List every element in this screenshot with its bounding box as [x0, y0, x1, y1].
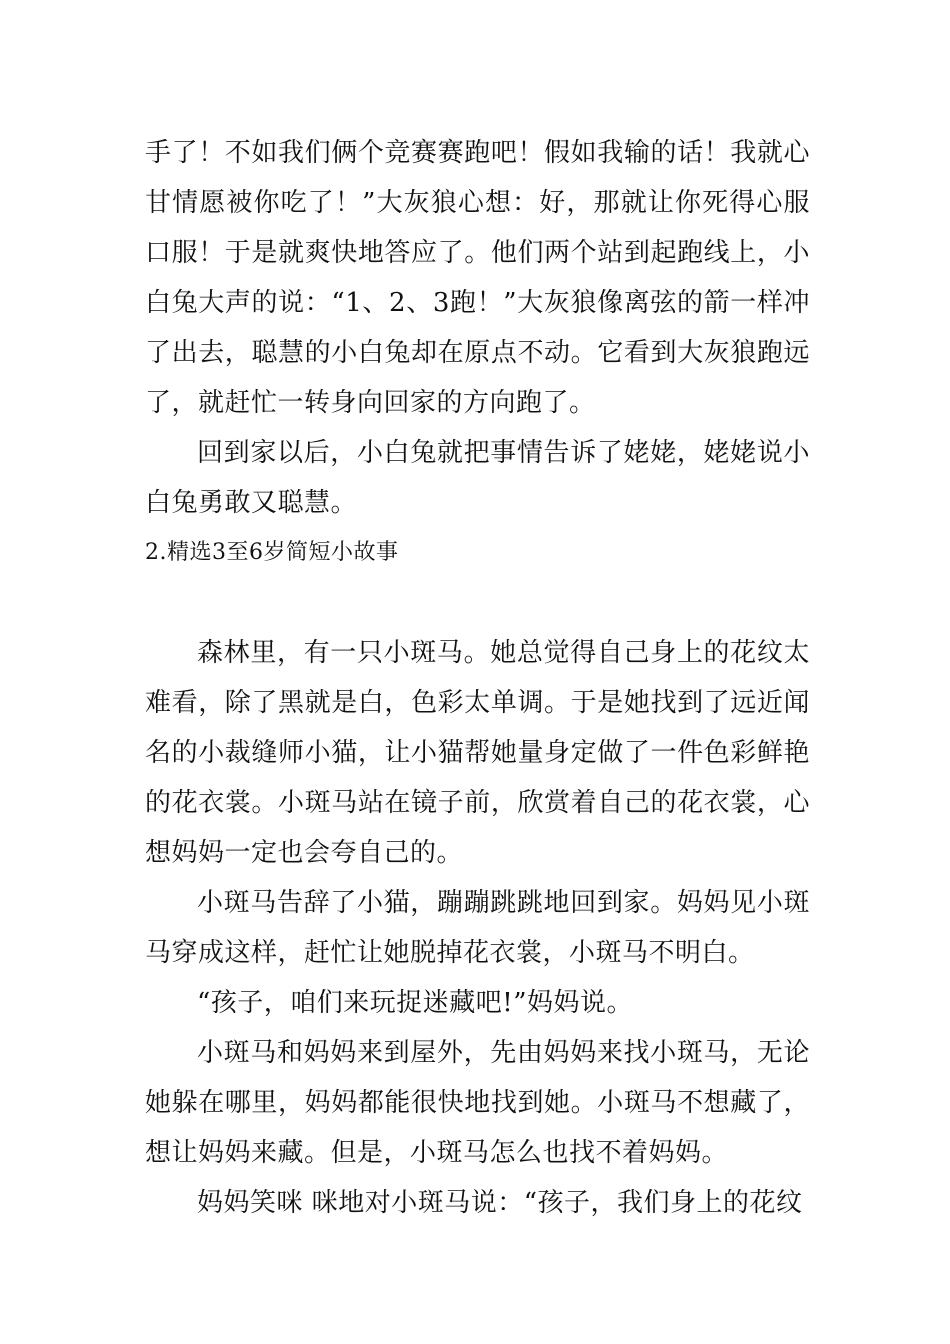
story-dialogue: “孩子，咱们来玩捉迷藏吧!”妈妈说。 [197, 988, 634, 1018]
story-paragraph: 森林里，有一只小斑马。她总觉得自己身上的花纹太难看，除了黑就是白，色彩太单调。于是她找到了远近闻名的小裁缝师小猫，让小猫帮她量身定做了一件色彩鲜艳的花衣裳。小斑马站在镜子前，欣赏着自己的花衣裳，心想妈妈一定也会夸自己的。 [145, 638, 810, 868]
spacer [145, 578, 810, 628]
story-paragraph: 妈妈笑咪 咪地对小斑马说：“孩子，我们身上的花纹 [197, 1188, 803, 1218]
document-page [145, 128, 810, 1228]
story-paragraph: 小斑马和妈妈来到屋外，先由妈妈来找小斑马，无论她躲在哪里，妈妈都能很快地找到她。小斑马不想藏了，想让妈妈来藏。但是，小斑马怎么也找不着妈妈。 [145, 1038, 810, 1168]
story-paragraph: 小斑马告辞了小猫，蹦蹦跳跳地回到家。妈妈见小斑马穿成这样，赶忙让她脱掉花衣裳，小斑马不明白。 [145, 888, 810, 968]
story-paragraph-ending: 回到家以后，小白兔就把事情告诉了姥姥，姥姥说小白兔勇敢又聪慧。 [145, 438, 810, 518]
story-paragraph-continuation: 手了！不如我们俩个竞赛赛跑吧！假如我输的话！我就心甘情愿被你吃了！”大灰狼心想：好，那就让你死得心服口服！于是就爽快地答应了。他们两个站到起跑线上，小白兔大声的说：“1、2、3跑！”大灰狼像离弦的箭一样冲了出去，聪慧的小白兔却在原点不动。它看到大灰狼跑远了，就赶忙一转身向回家的方向跑了。 [145, 138, 810, 418]
section-heading: 2.精选3至6岁简短小故事 [145, 540, 399, 565]
